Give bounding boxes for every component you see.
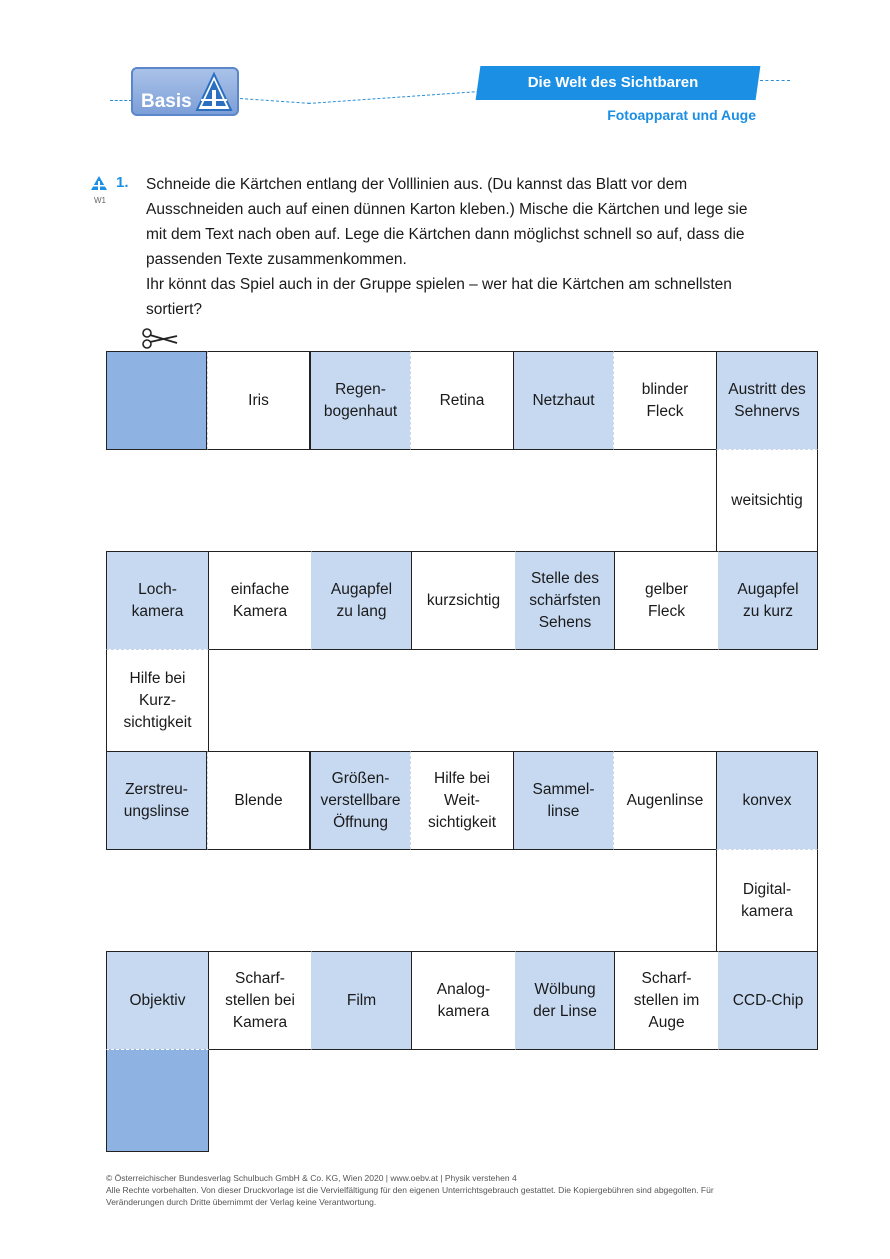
header-dash-left xyxy=(110,100,132,101)
level-triangle-icon xyxy=(91,176,107,190)
card[interactable]: gelber Fleck xyxy=(614,551,719,650)
task-line: Ausschneiden auch auf einen dünnen Karton kleben.) Mische die Kärtchen und lege sie xyxy=(146,201,748,218)
card[interactable]: Objektiv xyxy=(106,951,209,1050)
header-dash-mid xyxy=(240,98,310,104)
card[interactable]: einfache Kamera xyxy=(208,551,312,650)
card[interactable]: Scharf- stellen bei Kamera xyxy=(208,951,312,1050)
card[interactable]: Stelle des schärfsten Sehens xyxy=(515,551,615,650)
card[interactable]: Film xyxy=(311,951,412,1050)
card[interactable]: Retina xyxy=(410,351,514,450)
card[interactable]: blinder Fleck xyxy=(613,351,717,450)
task-instructions xyxy=(146,172,796,322)
card[interactable]: Analog- kamera xyxy=(411,951,516,1050)
basis-logo xyxy=(131,67,239,116)
header-dash-right xyxy=(760,80,790,81)
footer-line: Veränderungen durch Dritte übernimmt der Verlag keine Verantwortung. xyxy=(106,1197,377,1207)
task-line: sortiert? xyxy=(146,301,202,318)
task-line: mit dem Text nach oben auf. Lege die Kärtchen dann möglichst schnell so auf, dass die xyxy=(146,226,745,243)
card[interactable]: CCD-Chip xyxy=(718,951,818,1050)
card[interactable]: konvex xyxy=(716,751,818,850)
card[interactable]: Blende xyxy=(207,751,310,850)
logo-text: Basis xyxy=(141,91,192,112)
card[interactable]: kurzsichtig xyxy=(411,551,516,650)
card[interactable]: Digital- kamera xyxy=(716,849,818,952)
triangle-icon xyxy=(195,72,233,112)
footer-line: © Österreichischer Bundesverlag Schulbuch GmbH & Co. KG, Wien 2020 | www.oebv.at | Physik verstehen 4 xyxy=(106,1173,517,1183)
card[interactable]: Scharf- stellen im Auge xyxy=(614,951,719,1050)
card[interactable]: Augapfel zu lang xyxy=(311,551,412,650)
card[interactable]: Iris xyxy=(207,351,310,450)
card[interactable]: Austritt des Sehnervs xyxy=(716,351,818,450)
page-subtitle: Fotoapparat und Auge xyxy=(607,107,756,123)
footer xyxy=(106,1172,786,1208)
card[interactable]: weitsichtig xyxy=(716,449,818,552)
footer-line: Alle Rechte vorbehalten. Von dieser Druckvorlage ist die Vervielfältigung für den eigenen Unterrichtsgebrauch gestattet. Die Kopiergebühren sind abgegolten. Für xyxy=(106,1185,714,1195)
task-line: Ihr könnt das Spiel auch in der Gruppe spielen – wer hat die Kärtchen am schnellsten xyxy=(146,276,732,293)
card[interactable]: Größen- verstellbare Öffnung xyxy=(310,751,411,850)
card-end[interactable] xyxy=(106,1049,209,1152)
card[interactable]: Regen- bogenhaut xyxy=(310,351,411,450)
card[interactable]: Augapfel zu kurz xyxy=(718,551,818,650)
task-code: W1 xyxy=(94,196,106,205)
page-title: Die Welt des Sichtbaren xyxy=(527,74,699,91)
card[interactable]: Netzhaut xyxy=(513,351,614,450)
card[interactable]: Loch- kamera xyxy=(106,551,209,650)
card[interactable]: Hilfe bei Kurz- sichtigkeit xyxy=(106,649,209,752)
task-line: Schneide die Kärtchen entlang der Volllinien aus. (Du kannst das Blatt vor dem xyxy=(146,176,688,193)
card[interactable]: Zerstreu- ungslinse xyxy=(106,751,207,850)
card-start[interactable] xyxy=(106,351,207,450)
task-line: passenden Texte zusammenkommen. xyxy=(146,251,407,268)
scissors-icon xyxy=(141,327,179,349)
card[interactable]: Sammel- linse xyxy=(513,751,614,850)
card[interactable]: Hilfe bei Weit- sichtigkeit xyxy=(410,751,514,850)
task-number: 1. xyxy=(116,174,129,191)
header-dash-mid2 xyxy=(308,91,480,104)
card[interactable]: Wölbung der Linse xyxy=(515,951,615,1050)
card[interactable]: Augenlinse xyxy=(613,751,717,850)
